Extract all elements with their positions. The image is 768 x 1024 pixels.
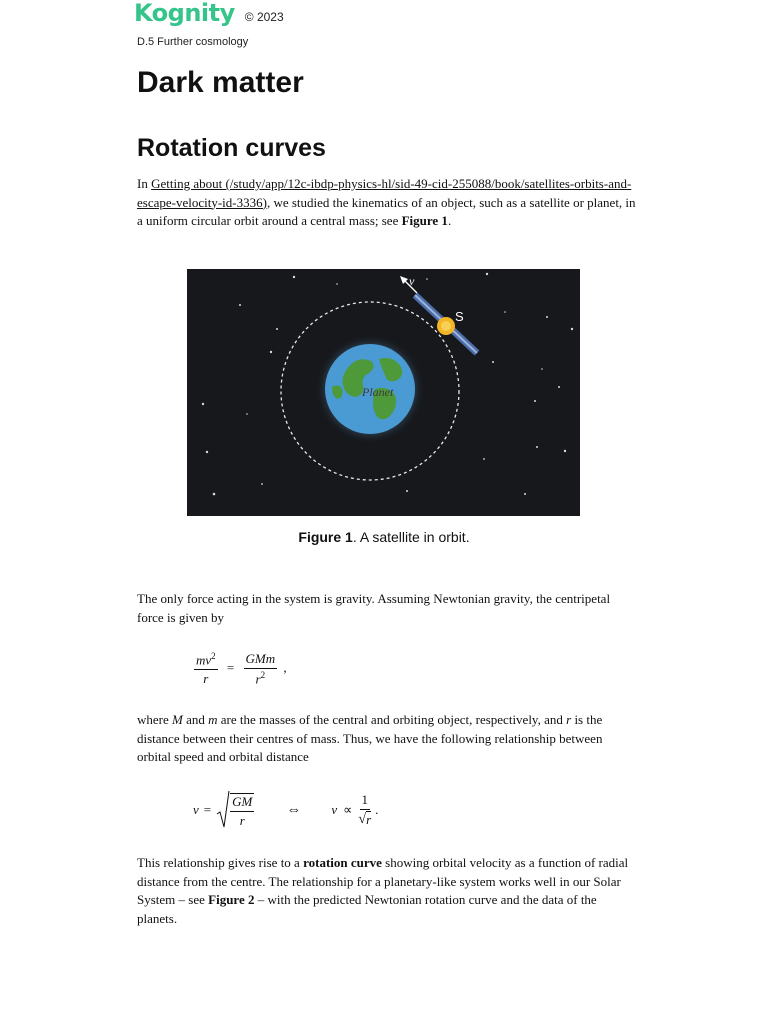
- satellite-orbit-figure: [187, 269, 580, 516]
- copyright-text: © 2023: [244, 10, 284, 24]
- para-text: is the distance between their centres of mass. Thus, we have the following relationship between orbital speed and orbital distance: [137, 712, 603, 764]
- getting-about-link[interactable]: Getting about (/study/app/12c-ibdp-physics-hl/sid-49-cid-255088/book/satellites-orbits-and-escape-velocity-id-3336): [137, 176, 632, 210]
- satellite-label: S: [455, 309, 464, 324]
- rotation-curve-term: rotation curve: [303, 855, 382, 870]
- section-label: D.5 Further cosmology: [137, 36, 249, 48]
- para-text: .: [447, 213, 452, 228]
- figure-caption: [0, 529, 768, 545]
- iff-symbol: ⇔: [286, 801, 302, 818]
- centripetal-force-equation: [194, 651, 287, 687]
- lhs-denominator: r: [203, 671, 209, 687]
- intro-paragraph: [137, 175, 637, 231]
- velocity-label: v: [409, 274, 415, 288]
- sqrt-r: r: [366, 812, 372, 827]
- para-text: are the masses of the central and orbiting object, respectively, and: [217, 712, 567, 727]
- para-text: showing orbital velocity as a function of radial distance from the centre. The relationship for a planetary-like system works well in our Solar System – see: [137, 855, 629, 907]
- math-m: m: [208, 712, 218, 727]
- para-text: This relationship gives rise to a: [137, 855, 304, 870]
- equals-sign: =: [226, 660, 235, 676]
- square-root-icon: [216, 790, 230, 830]
- exponent: 2: [211, 651, 216, 661]
- math-v: v: [193, 802, 199, 817]
- para-text: , we studied the kinematics of an object, such as a satellite or planet, in a uniform circular orbit around a central mass; see: [137, 194, 636, 228]
- satellite: [415, 295, 477, 353]
- figure-reference: Figure 2: [208, 892, 255, 907]
- proportional-symbol: ∝: [343, 802, 353, 817]
- math-r: r: [566, 712, 572, 727]
- figure-reference: Figure 1: [401, 213, 448, 228]
- root-fraction: [230, 793, 254, 829]
- relationship-paragraph: [137, 711, 637, 767]
- page-title: Dark matter: [137, 66, 304, 99]
- caption-bold: Figure 1: [298, 529, 353, 545]
- lhs-fraction: [194, 651, 218, 687]
- caption-text: . A satellite in orbit.: [352, 529, 470, 545]
- rotation-curve-paragraph: [137, 854, 637, 928]
- equals-sign: =: [203, 802, 212, 817]
- gravity-paragraph: The only force acting in the system is gravity. Assuming Newtonian gravity, the centripetal force is given by: [137, 591, 611, 625]
- rhs-denominator: r: [255, 671, 261, 687]
- numerator-one: 1: [360, 792, 371, 810]
- para-text: and: [182, 712, 209, 727]
- math-M: M: [172, 712, 183, 727]
- orbital-speed-equation: [193, 790, 378, 830]
- kognity-logo: Kognity: [134, 0, 235, 27]
- trailing-comma: ,: [283, 660, 287, 676]
- trailing-period: .: [375, 802, 379, 817]
- planet-label: Planet: [362, 385, 394, 399]
- exponent: 2: [260, 670, 266, 680]
- para-text: – with the predicted Newtonian rotation curve and the data of the planets.: [137, 892, 597, 926]
- rhs-numerator: GMm: [244, 651, 278, 669]
- para-text: where: [137, 712, 173, 727]
- root-numerator: GM: [230, 794, 254, 812]
- rhs-fraction: [244, 651, 278, 687]
- orbit-illustration: [187, 269, 580, 516]
- root-denominator: r: [239, 812, 245, 828]
- lhs-numerator: mv: [196, 652, 212, 668]
- para-text: In: [137, 176, 152, 191]
- brand-header: [134, 0, 284, 26]
- section-heading: Rotation curves: [137, 134, 326, 162]
- inverse-root-fraction: 1 √ r: [358, 792, 372, 827]
- math-v: v: [331, 802, 338, 817]
